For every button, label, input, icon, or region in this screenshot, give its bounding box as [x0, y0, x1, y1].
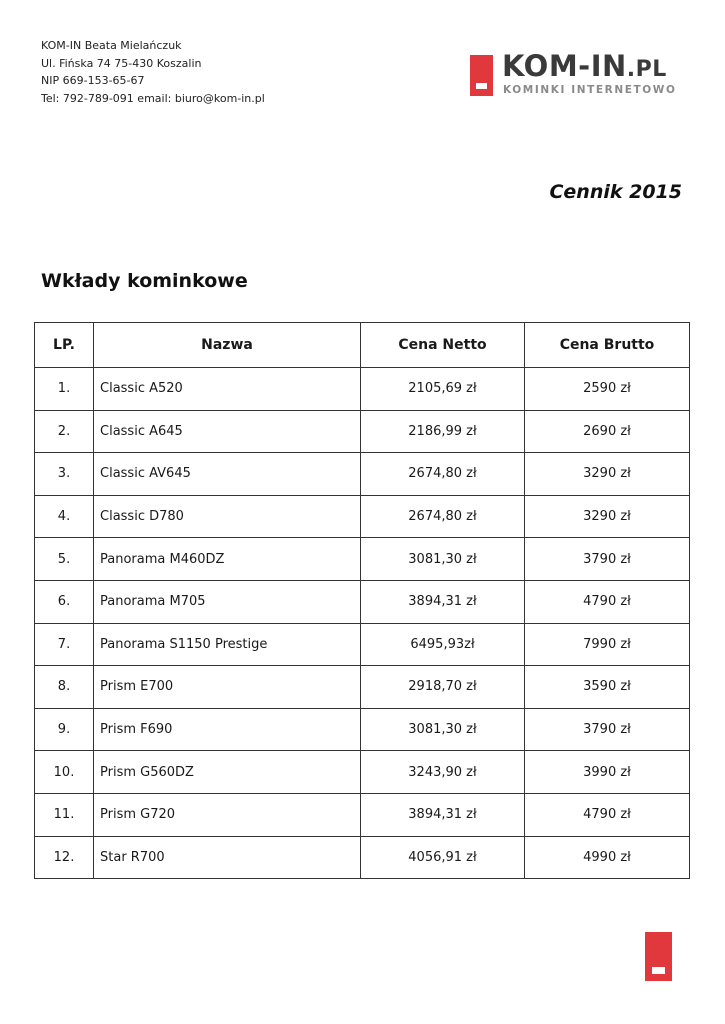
kom-in-logo — [470, 49, 680, 99]
logo-tagline: KOMINKI INTERNETOWO — [503, 84, 677, 96]
document-title: Cennik 2015 — [549, 181, 682, 203]
row-brutto: 3290 zł — [525, 495, 690, 538]
row-brutto: 3990 zł — [525, 751, 690, 794]
row-brutto: 3790 zł — [525, 538, 690, 581]
header-name: Nazwa — [94, 323, 361, 368]
row-brutto: 3290 zł — [525, 453, 690, 496]
table-row — [35, 453, 690, 496]
row-name: Star R700 — [94, 836, 361, 879]
row-name: Prism G560DZ — [94, 751, 361, 794]
row-lp: 12. — [35, 836, 94, 879]
row-netto: 2105,69 zł — [361, 368, 525, 411]
row-netto: 3081,30 zł — [361, 708, 525, 751]
row-lp: 11. — [35, 793, 94, 836]
row-name: Prism E700 — [94, 666, 361, 709]
row-netto: 2674,80 zł — [361, 495, 525, 538]
logo-mark-icon — [470, 55, 493, 96]
company-info — [41, 37, 265, 107]
row-netto: 4056,91 zł — [361, 836, 525, 879]
company-address: Ul. Fińska 74 75-430 Koszalin — [41, 56, 202, 70]
row-brutto: 7990 zł — [525, 623, 690, 666]
header-lp: LP. — [35, 323, 94, 368]
header-brutto: Cena Brutto — [525, 323, 690, 368]
row-name: Panorama S1150 Prestige — [94, 623, 361, 666]
row-brutto: 2690 zł — [525, 410, 690, 453]
row-netto: 3894,31 zł — [361, 793, 525, 836]
row-lp: 4. — [35, 495, 94, 538]
footer-logo-mark-icon — [645, 932, 672, 981]
row-brutto: 3790 zł — [525, 708, 690, 751]
row-name: Panorama M460DZ — [94, 538, 361, 581]
row-name: Classic A520 — [94, 368, 361, 411]
row-brutto: 4790 zł — [525, 580, 690, 623]
row-netto: 2674,80 zł — [361, 453, 525, 496]
table-row — [35, 666, 690, 709]
table-row — [35, 410, 690, 453]
logo-tld: .PL — [626, 57, 667, 82]
table-row — [35, 793, 690, 836]
table-row — [35, 836, 690, 879]
row-brutto: 3590 zł — [525, 666, 690, 709]
row-netto: 6495,93zł — [361, 623, 525, 666]
row-brutto: 4990 zł — [525, 836, 690, 879]
table-row — [35, 623, 690, 666]
row-name: Prism F690 — [94, 708, 361, 751]
company-nip: NIP 669-153-65-67 — [41, 74, 145, 87]
row-lp: 3. — [35, 453, 94, 496]
row-lp: 1. — [35, 368, 94, 411]
row-netto: 2918,70 zł — [361, 666, 525, 709]
table-row — [35, 538, 690, 581]
table-row — [35, 495, 690, 538]
row-brutto: 4790 zł — [525, 793, 690, 836]
table-row — [35, 580, 690, 623]
row-netto: 3894,31 zł — [361, 580, 525, 623]
logo-wordmark — [502, 49, 667, 83]
row-name: Panorama M705 — [94, 580, 361, 623]
row-lp: 6. — [35, 580, 94, 623]
row-name: Classic AV645 — [94, 453, 361, 496]
table-row — [35, 708, 690, 751]
table-header-row — [35, 323, 690, 368]
header-netto: Cena Netto — [361, 323, 525, 368]
row-lp: 5. — [35, 538, 94, 581]
row-netto: 3243,90 zł — [361, 751, 525, 794]
table-row — [35, 368, 690, 411]
company-name: KOM-IN Beata Mielańczuk — [41, 39, 182, 52]
row-lp: 10. — [35, 751, 94, 794]
price-table — [34, 322, 690, 879]
row-name: Prism G720 — [94, 793, 361, 836]
row-netto: 3081,30 zł — [361, 538, 525, 581]
table-row — [35, 751, 690, 794]
row-lp: 8. — [35, 666, 94, 709]
row-name: Classic A645 — [94, 410, 361, 453]
row-name: Classic D780 — [94, 495, 361, 538]
row-lp: 2. — [35, 410, 94, 453]
row-lp: 7. — [35, 623, 94, 666]
row-lp: 9. — [35, 708, 94, 751]
row-brutto: 2590 zł — [525, 368, 690, 411]
section-heading: Wkłady kominkowe — [41, 270, 248, 292]
logo-name: KOM-IN — [502, 49, 627, 83]
row-netto: 2186,99 zł — [361, 410, 525, 453]
company-contact: Tel: 792-789-091 email: biuro@kom-in.pl — [41, 91, 265, 105]
